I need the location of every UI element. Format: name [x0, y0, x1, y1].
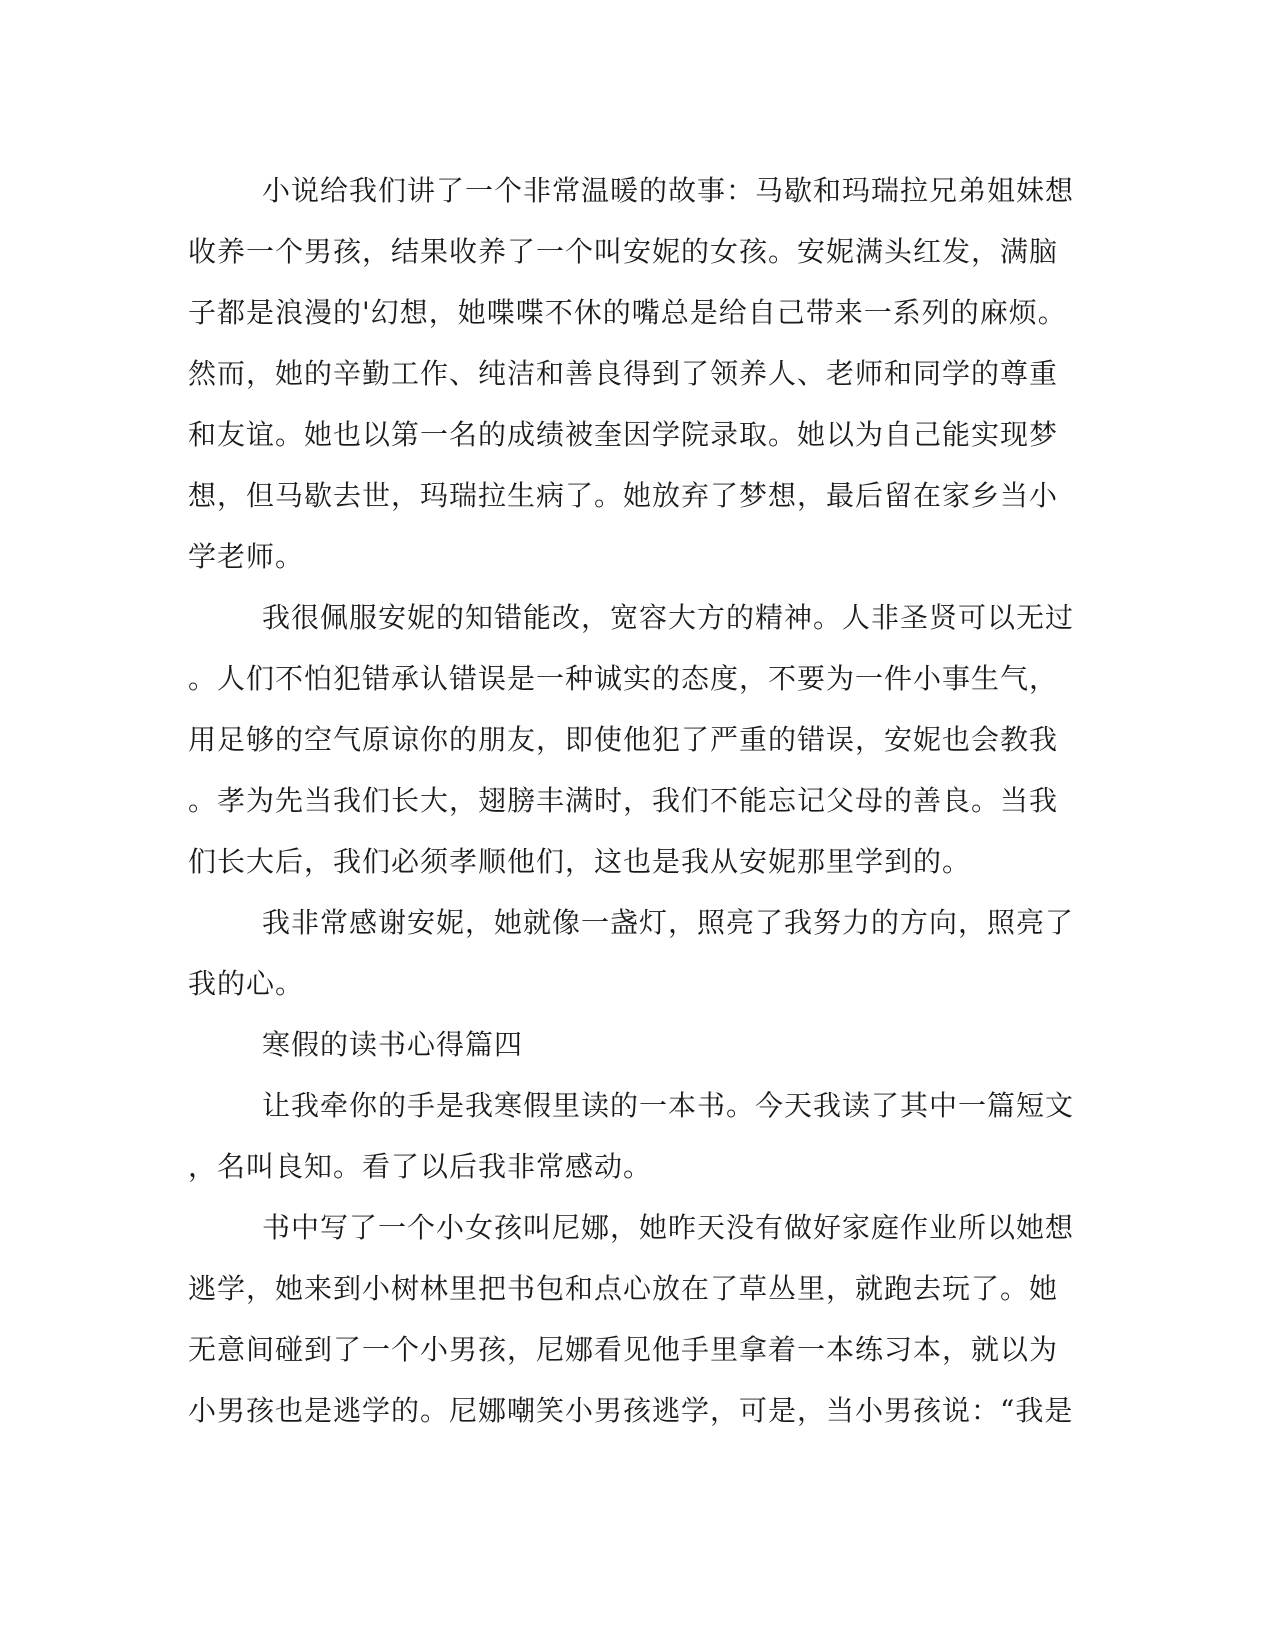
section-heading: 寒假的读书心得篇四: [262, 1028, 524, 1061]
text-line: 然而，她的辛勤工作、纯洁和善良得到了领养人、老师和同学的尊重: [188, 357, 1059, 390]
text-line: 和友谊。她也以第一名的成绩被奎因学院录取。她以为自己能实现梦: [188, 418, 1059, 451]
text-line: 让我牵你的手是我寒假里读的一本书。今天我读了其中一篇短文: [262, 1089, 1075, 1122]
text-line: 我的心。: [188, 967, 305, 1000]
document-body: [188, 160, 1088, 1441]
text-line: 子都是浪漫的'幻想，她喋喋不休的嘴总是给自己带来一系列的麻烦。: [188, 296, 1067, 329]
text-line: 无意间碰到了一个小男孩，尼娜看见他手里拿着一本练习本，就以为: [188, 1333, 1059, 1366]
text-line: 们长大后，我们必须孝顺他们，这也是我从安妮那里学到的。: [188, 845, 972, 878]
text-line: 我很佩服安妮的知错能改，宽容大方的精神。人非圣贤可以无过: [262, 601, 1075, 634]
text-line: 。人们不怕犯错承认错误是一种诚实的态度，不要为一件小事生气，: [188, 662, 1059, 695]
text-line: 小说给我们讲了一个非常温暖的故事：马歇和玛瑞拉兄弟姐妹想: [262, 174, 1075, 207]
text-line: 逃学，她来到小树林里把书包和点心放在了草丛里，就跑去玩了。她: [188, 1272, 1059, 1305]
text-line: 小男孩也是逃学的。尼娜嘲笑小男孩逃学，可是，当小男孩说：“我是: [188, 1394, 1074, 1427]
text-line: 。孝为先当我们长大，翅膀丰满时，我们不能忘记父母的善良。当我: [188, 784, 1059, 817]
text-line: 我非常感谢安妮，她就像一盏灯，照亮了我努力的方向，照亮了: [262, 906, 1075, 939]
text-line: 收养一个男孩，结果收养了一个叫安妮的女孩。安妮满头红发，满脑: [188, 235, 1059, 268]
text-line: 用足够的空气原谅你的朋友，即使他犯了严重的错误，安妮也会教我: [188, 723, 1059, 756]
text-line: 学老师。: [188, 540, 305, 573]
text-line: 书中写了一个小女孩叫尼娜，她昨天没有做好家庭作业所以她想: [262, 1211, 1075, 1244]
text-line: 想，但马歇去世，玛瑞拉生病了。她放弃了梦想，最后留在家乡当小: [188, 479, 1059, 512]
text-line: ，名叫良知。看了以后我非常感动。: [188, 1150, 653, 1183]
